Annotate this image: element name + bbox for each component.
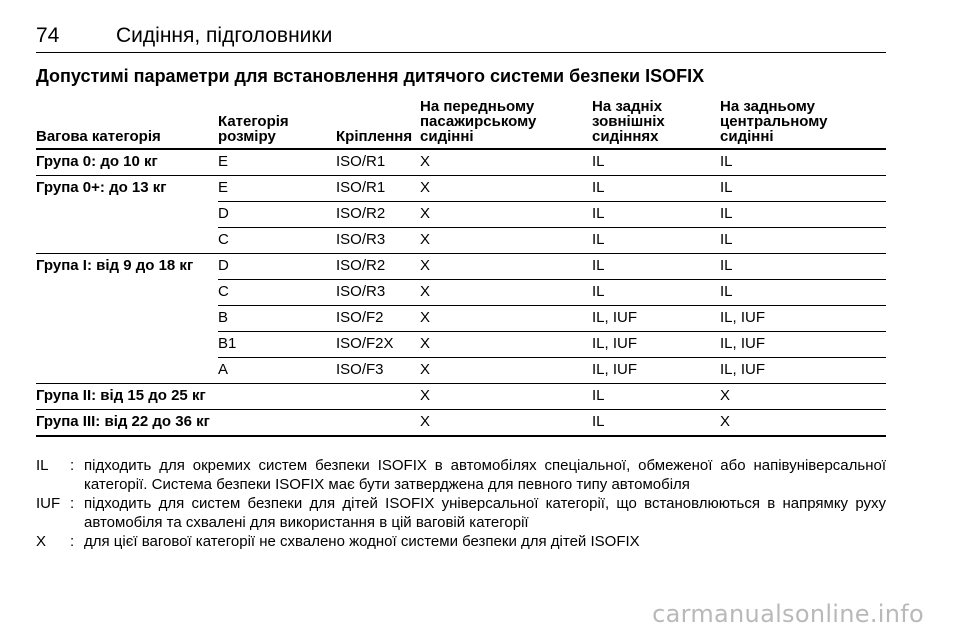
cell-group: [36, 202, 218, 228]
table-row: [36, 176, 886, 202]
table-row: [36, 149, 886, 176]
cell-outer: IL: [592, 228, 720, 254]
cell-fixture: [336, 410, 420, 437]
cell-size: C: [218, 280, 336, 306]
cell-group: [36, 306, 218, 332]
cell-group: [36, 332, 218, 358]
cell-front: X: [420, 149, 592, 176]
cell-size: [218, 384, 336, 410]
cell-fixture: ISO/R3: [336, 228, 420, 254]
table-row: [36, 202, 886, 228]
cell-group: Група I: від 9 до 18 кг: [36, 257, 194, 274]
cell-center: IL: [720, 254, 886, 280]
legend-colon: :: [70, 495, 75, 512]
running-title: Сидіння, підголовники: [116, 24, 333, 47]
cell-fixture: ISO/R2: [336, 254, 420, 280]
cell-center: IL: [720, 280, 886, 306]
legend-colon: :: [70, 457, 75, 474]
cell-fixture: ISO/F2: [336, 306, 420, 332]
legend-key: X: [36, 533, 47, 550]
header-rear-center: На задньому центральному сидінні: [720, 98, 886, 149]
table-row: [36, 228, 886, 254]
legend-key: IL: [36, 457, 49, 474]
cell-group: [36, 280, 218, 306]
cell-outer: IL, IUF: [592, 358, 720, 384]
cell-center: IL, IUF: [720, 306, 886, 332]
cell-outer: IL: [592, 410, 720, 437]
cell-front: X: [420, 306, 592, 332]
cell-front: X: [420, 202, 592, 228]
cell-group: Група II: від 15 до 25 кг: [36, 384, 218, 410]
legend-colon: :: [70, 533, 75, 550]
cell-fixture: ISO/R3: [336, 280, 420, 306]
header-fixture: Кріплення: [336, 98, 420, 149]
cell-center: IL, IUF: [720, 358, 886, 384]
table-row: [36, 410, 886, 437]
section-title: Допустимі параметри для встановлення дитячого системи безпеки ISOFIX: [36, 66, 705, 86]
cell-size: D: [218, 202, 336, 228]
legend-text: для цієї вагової категорії не схвалено жодної системи безпеки для дітей ISOFIX: [84, 533, 640, 550]
legend-key: IUF: [36, 495, 61, 512]
cell-front: X: [420, 176, 592, 202]
header-weight-category: Вагова категорія: [36, 98, 218, 149]
cell-fixture: [336, 384, 420, 410]
cell-outer: IL: [592, 176, 720, 202]
cell-center: X: [720, 384, 886, 410]
cell-fixture: ISO/F2X: [336, 332, 420, 358]
page-number: 74: [36, 24, 60, 47]
cell-outer: IL, IUF: [592, 306, 720, 332]
cell-outer: IL: [592, 149, 720, 176]
legend-text: підходить для систем безпеки для дітей ISOFIX універсальної категорії, що встановлюються в напрямку руху автомобіля та схвалені для використання в цій ваговій категорії: [84, 495, 886, 531]
cell-size: D: [218, 254, 336, 280]
cell-group: [36, 358, 218, 384]
cell-fixture: ISO/R1: [336, 149, 420, 176]
cell-center: IL, IUF: [720, 332, 886, 358]
cell-outer: IL: [592, 254, 720, 280]
cell-group: Група 0+: до 13 кг: [36, 179, 167, 196]
cell-outer: IL: [592, 384, 720, 410]
cell-group: Група III: від 22 до 36 кг: [36, 410, 218, 437]
legend-item: [36, 456, 886, 494]
cell-size: B1: [218, 332, 336, 358]
cell-fixture: ISO/F3: [336, 358, 420, 384]
header-rear-outer: На задніх зовнішніх сидіннях: [592, 98, 720, 149]
cell-fixture: ISO/R1: [336, 176, 420, 202]
header-divider: [36, 52, 886, 53]
cell-size: B: [218, 306, 336, 332]
cell-center: IL: [720, 176, 886, 202]
cell-size: C: [218, 228, 336, 254]
table-row: [36, 332, 886, 358]
cell-group: Група 0: до 10 кг: [36, 149, 218, 176]
table-row: [36, 254, 886, 280]
cell-size: A: [218, 358, 336, 384]
table-row: [36, 280, 886, 306]
legend-item: [36, 532, 886, 551]
cell-outer: IL: [592, 280, 720, 306]
cell-front: X: [420, 254, 592, 280]
cell-center: IL: [720, 149, 886, 176]
cell-front: X: [420, 384, 592, 410]
cell-size: [218, 410, 336, 437]
table-header-row: [36, 98, 886, 149]
cell-center: IL: [720, 202, 886, 228]
cell-center: IL: [720, 228, 886, 254]
cell-front: X: [420, 280, 592, 306]
header-size-category: Категорія розміру: [218, 98, 336, 149]
cell-size: E: [218, 176, 336, 202]
table-row: [36, 306, 886, 332]
legend-item: [36, 494, 886, 532]
isofix-table: [36, 98, 886, 437]
legend: [36, 456, 886, 551]
page-header: [36, 20, 886, 52]
cell-front: X: [420, 228, 592, 254]
legend-text: підходить для окремих систем безпеки ISOFIX в автомобілях спеціальної, обмеженої або напівуніверсальної категорії. Система безпеки ISOFIX має бути затверджена для певного типу автомобіля: [84, 457, 886, 493]
header-front-passenger: На передньому пасажирському сидінні: [420, 98, 592, 149]
cell-center: X: [720, 410, 886, 437]
cell-outer: IL: [592, 202, 720, 228]
cell-front: X: [420, 410, 592, 437]
cell-front: X: [420, 332, 592, 358]
table-row: [36, 384, 886, 410]
cell-outer: IL, IUF: [592, 332, 720, 358]
cell-size: E: [218, 149, 336, 176]
cell-fixture: ISO/R2: [336, 202, 420, 228]
table-row: [36, 358, 886, 384]
cell-front: X: [420, 358, 592, 384]
cell-group: [36, 228, 218, 254]
watermark: carmanualsonline.info: [652, 600, 924, 628]
